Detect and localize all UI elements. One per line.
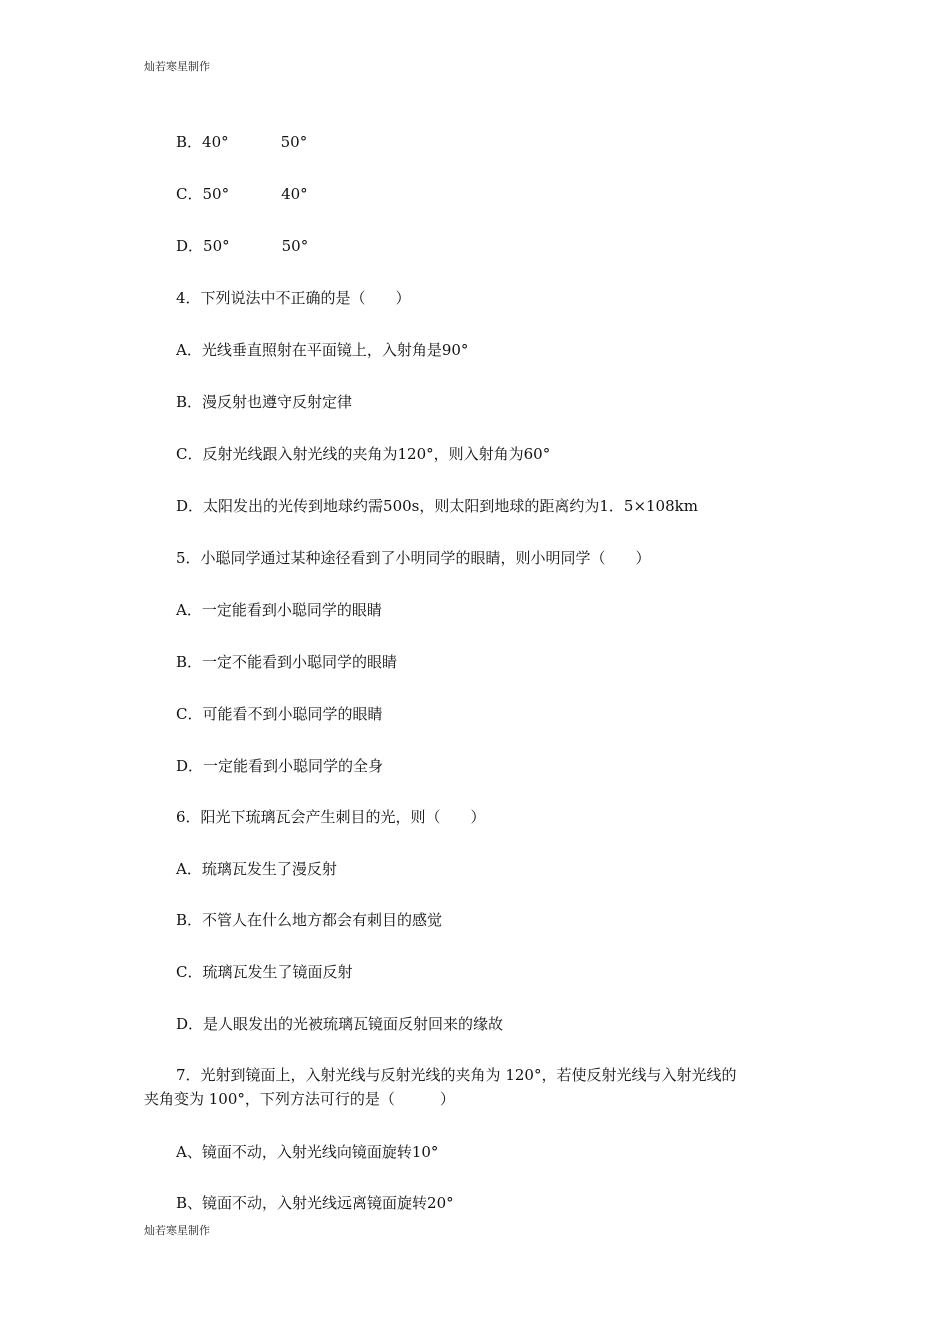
q4-option-a: A．光线垂直照射在平面镜上，入射角是90° [176, 341, 469, 359]
q3-option-d [176, 236, 308, 256]
q4-option-c: C．反射光线跟入射光线的夹角为120°，则入射角为60° [176, 445, 551, 463]
question-7-stem-line2: 夹角变为 100°，下列方法可行的是（ ） [144, 1090, 455, 1108]
q5-option-b: B．一定不能看到小聪同学的眼睛 [176, 653, 398, 671]
q3-option-c [176, 184, 308, 204]
q4-option-d: D．太阳发出的光传到地球约需500s，则太阳到地球的距离约为1．5×108km [176, 497, 698, 515]
option-label: B．40° [176, 133, 229, 151]
option-label: C．50° [176, 185, 230, 203]
q6-option-a: A．琉璃瓦发生了漫反射 [176, 860, 337, 878]
option-label: D．50° [176, 237, 230, 255]
question-5-stem: 5．小聪同学通过某种途径看到了小明同学的眼睛，则小明同学（ ） [176, 549, 651, 567]
q3-option-b [176, 132, 307, 152]
question-4-stem: 4．下列说法中不正确的是（ ） [176, 289, 411, 307]
q5-option-c: C．可能看不到小聪同学的眼睛 [176, 705, 383, 723]
q4-option-b: B．漫反射也遵守反射定律 [176, 393, 353, 411]
q7-option-a: A、镜面不动，入射光线向镜面旋转10° [176, 1143, 439, 1161]
q5-option-d: D．一定能看到小聪同学的全身 [176, 757, 384, 775]
page-header: 灿若寒星制作 [144, 60, 210, 73]
option-value: 50° [281, 237, 309, 255]
q6-option-b: B．不管人在什么地方都会有刺目的感觉 [176, 911, 443, 929]
page-footer: 灿若寒星制作 [144, 1224, 210, 1237]
q6-option-c: C．琉璃瓦发生了镜面反射 [176, 963, 353, 981]
question-7-stem-line1: 7．光射到镜面上，入射光线与反射光线的夹角为 120°，若使反射光线与入射光线的 [176, 1066, 737, 1084]
q6-option-d: D．是人眼发出的光被琉璃瓦镜面反射回来的缘故 [176, 1015, 504, 1033]
question-6-stem: 6．阳光下琉璃瓦会产生刺目的光，则（ ） [176, 808, 486, 826]
q5-option-a: A．一定能看到小聪同学的眼睛 [176, 601, 382, 619]
q7-option-b: B、镜面不动，入射光线远离镜面旋转20° [176, 1194, 454, 1212]
option-value: 40° [281, 185, 308, 203]
option-value: 50° [280, 133, 308, 151]
